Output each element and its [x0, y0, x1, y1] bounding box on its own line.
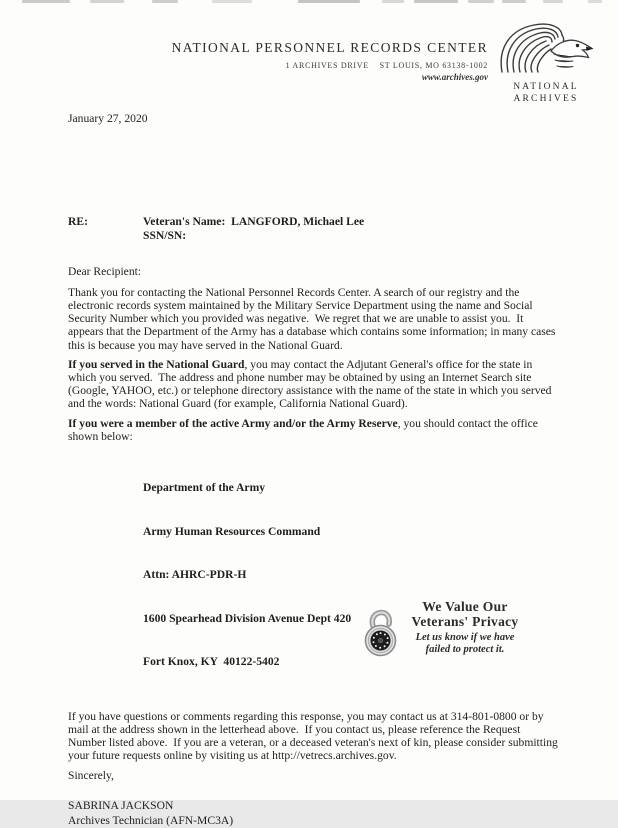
veteran-name-label: Veteran's Name: [143, 215, 226, 229]
stamp-line-4: failed to protect it. [425, 644, 505, 655]
veteran-name-value: LANGFORD, Michael Lee [231, 215, 365, 229]
army-reserve-rest: , you should contact the office shown below: [68, 417, 541, 444]
veteran-name-line [143, 215, 364, 229]
re-details [143, 215, 364, 243]
scan-artifact [414, 0, 458, 3]
stamp-line-3: Let us know if we have [415, 632, 515, 643]
letterhead-address: 1 ARCHIVES DRIVE ST LOUIS, MO 63138-1002 [285, 61, 488, 70]
scan-artifact [588, 0, 602, 3]
national-guard-bold: If you served in the National Guard [68, 357, 245, 371]
salutation: Dear Recipient: [68, 265, 142, 279]
signer-name: SABRINA JACKSON [68, 799, 174, 813]
scan-artifact [382, 0, 404, 3]
stamp-line-1: We Value Our [422, 599, 508, 614]
signer-title: Archives Technician (AFN-MC3A) [68, 813, 234, 827]
letterhead-title: NATIONAL PERSONNEL RECORDS CENTER [171, 40, 488, 55]
letterhead-website: www.archives.gov [421, 72, 488, 82]
privacy-stamp [362, 596, 530, 664]
scan-artifact [152, 0, 178, 3]
scan-artifact [212, 0, 252, 3]
address-line: Army Human Resources Command [143, 524, 321, 538]
scan-artifact [543, 0, 563, 3]
scan-artifact [22, 0, 70, 3]
eagle-wave-icon [494, 63, 598, 80]
scan-artifact [90, 0, 124, 3]
national-guard-rest: , you may contact the Adjutant General's office for the state in which you served. The address and phone number may be obtained by using an Internet Search site (Google, YAHOO, etc.) or telephone directory assistance with the name of the state in which you served and the words: National Guard (for example, California National Guard). [68, 357, 555, 410]
padlock-icon [362, 605, 400, 664]
stamp-line-2: Veterans' Privacy [411, 614, 519, 629]
address-line: Attn: AHRC-PDR-H [143, 568, 247, 582]
scan-artifact [298, 0, 360, 3]
paragraph-national-guard [68, 358, 558, 410]
address-line: Fort Knox, KY 40122-5402 [143, 655, 280, 669]
paragraph-search-result: Thank you for contacting the National Personnel Records Center. A search of our registry and the electronic records system maintained by the Military Service Department using the name and Social Security Number which you provided was negative. We regret that we are unable to assist you. It appears that the Department of the Army has a database which contains some information; in many cases this is because you may have served in the National Guard. [68, 286, 559, 352]
letter-date: January 27, 2020 [68, 112, 148, 125]
ssn-line: SSN/SN: [143, 229, 187, 243]
re-block [68, 215, 558, 243]
scan-artifact [502, 0, 526, 3]
logo-text-archives: ARCHIVES [513, 93, 579, 104]
letterhead [172, 40, 488, 82]
national-archives-logo [494, 22, 598, 104]
logo-text-national: NATIONAL [513, 82, 579, 92]
army-reserve-bold: If you were a member of the active Army and/or the Army Reserve [68, 417, 398, 431]
privacy-stamp-text [402, 596, 528, 656]
paragraph-army-reserve [68, 417, 558, 443]
address-line: Department of the Army [143, 481, 266, 495]
scan-artifact [468, 0, 494, 3]
re-label: RE: [68, 215, 88, 229]
paragraph-contact-info: If you have questions or comments regarding this response, you may contact us at 314-801-0800 or by mail at the address shown in the letterhead above. If you contact us, please reference the Request Number listed above. If you are a veteran, or a deceased veteran's next of kin, please consider submitting your future requests online by visiting us at http://vetrecs.archives.gov. [68, 709, 561, 762]
letter-body [68, 112, 561, 828]
closing: Sincerely, [68, 769, 114, 783]
signature-block [68, 799, 558, 828]
address-line: 1600 Spearhead Division Avenue Dept 420 [143, 611, 352, 625]
